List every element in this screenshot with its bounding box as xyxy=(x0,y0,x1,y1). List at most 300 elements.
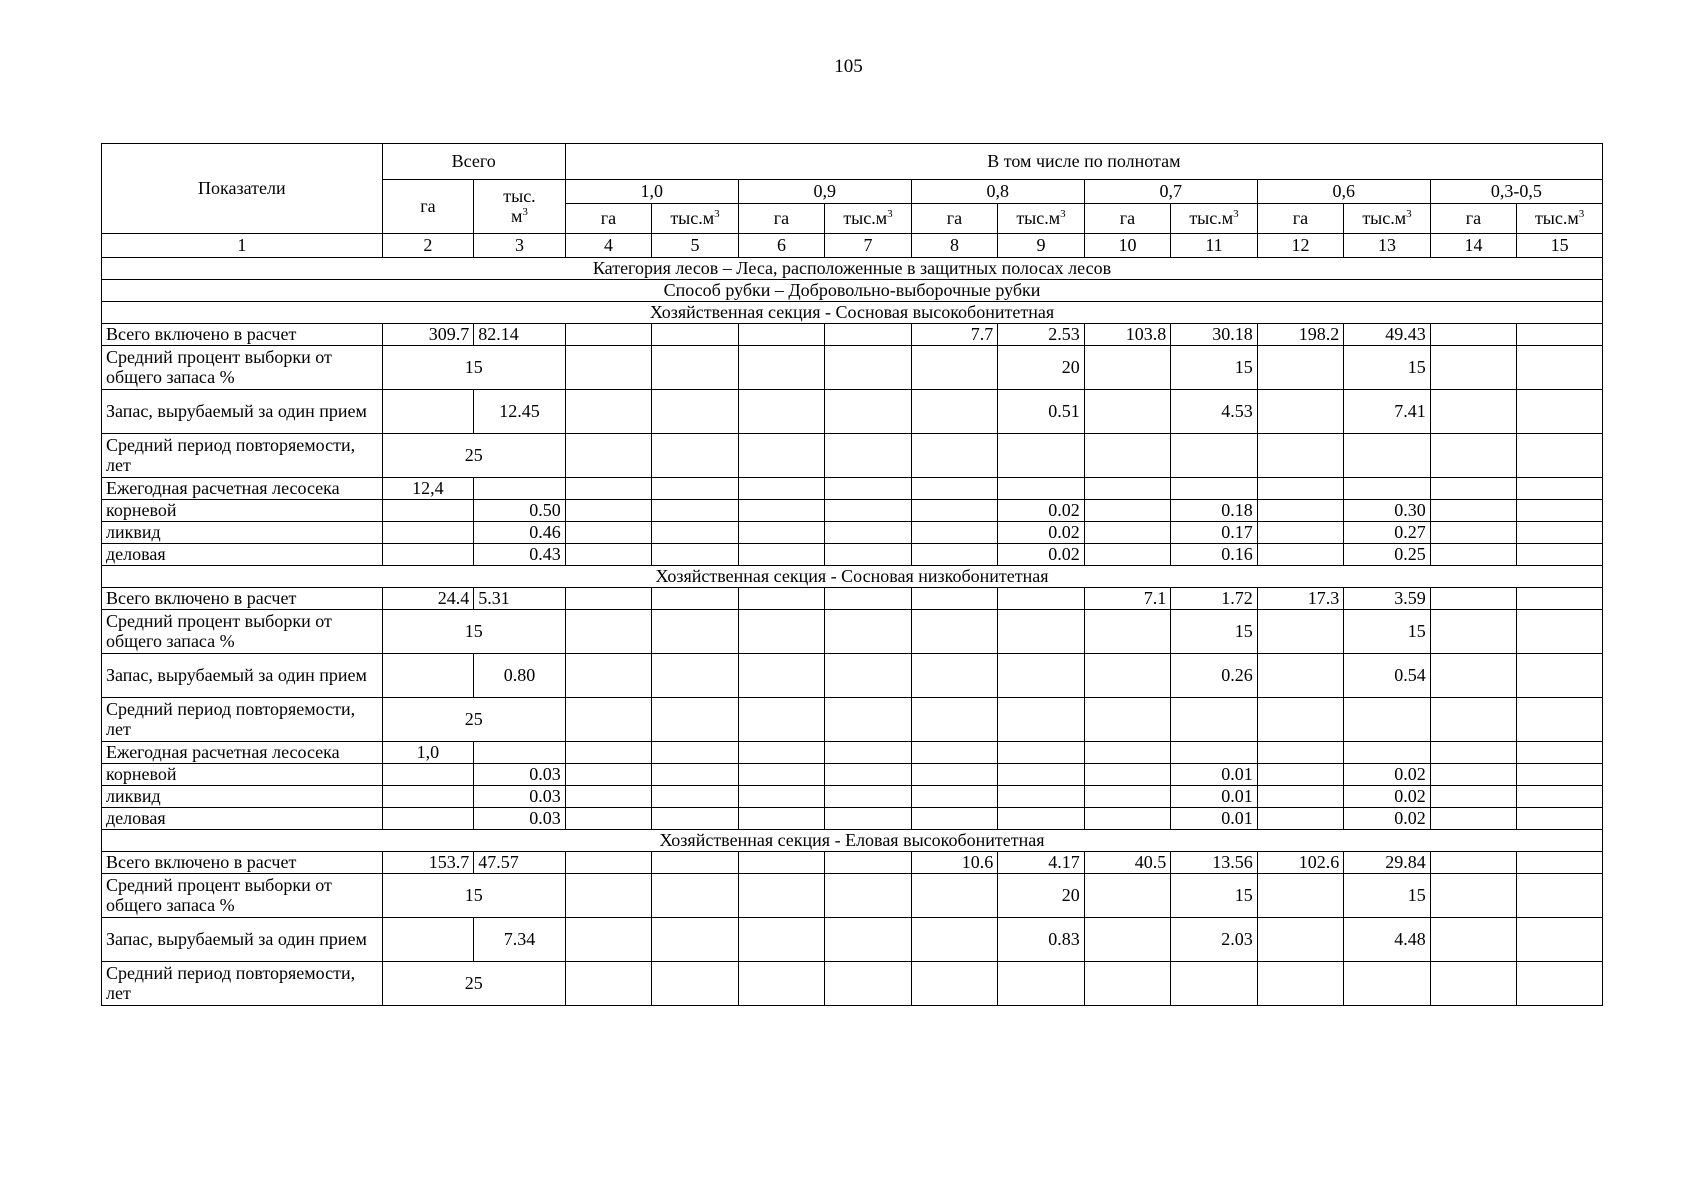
table-cell xyxy=(738,500,825,522)
table-cell: 3.59 xyxy=(1344,588,1431,610)
section-heading: Способ рубки – Добровольно-выборочные рубки xyxy=(102,280,1603,302)
table-cell xyxy=(825,434,912,478)
table-cell xyxy=(911,610,998,654)
period-row xyxy=(102,698,1603,742)
table-cell xyxy=(1344,434,1431,478)
table-cell: 30.18 xyxy=(1171,324,1258,346)
table-cell xyxy=(911,962,998,1006)
table-cell: 0.30 xyxy=(1344,500,1431,522)
table-cell xyxy=(565,786,652,808)
table-cell xyxy=(1517,654,1603,698)
table-cell xyxy=(1084,786,1171,808)
table-cell xyxy=(911,918,998,962)
table-cell: 0.03 xyxy=(474,808,566,830)
table-cell: 0.16 xyxy=(1171,544,1258,566)
section-heading: Хозяйственная секция - Еловая высокобонитетная xyxy=(102,830,1603,852)
table-cell: 40.5 xyxy=(1084,852,1171,874)
table-cell xyxy=(825,544,912,566)
row-label: Ежегодная расчетная лесосека xyxy=(102,478,383,500)
table-cell: 1.72 xyxy=(1171,588,1258,610)
table-cell xyxy=(1430,962,1517,1006)
table-cell xyxy=(911,500,998,522)
table-cell: 15 xyxy=(1344,346,1431,390)
table-cell xyxy=(1430,654,1517,698)
section-heading-row xyxy=(102,830,1603,852)
table-cell xyxy=(738,918,825,962)
table-cell xyxy=(1084,434,1171,478)
table-cell xyxy=(652,764,739,786)
table-cell xyxy=(565,478,652,500)
table-cell: 153.7 xyxy=(382,852,474,874)
table-cell xyxy=(652,434,739,478)
table-cell xyxy=(1084,544,1171,566)
table-cell: 0.25 xyxy=(1344,544,1431,566)
total-row xyxy=(102,324,1603,346)
table-cell xyxy=(565,918,652,962)
table-cell: 0.54 xyxy=(1344,654,1431,698)
table-cell xyxy=(1517,852,1603,874)
period-row xyxy=(102,962,1603,1006)
table-cell xyxy=(825,742,912,764)
table-cell xyxy=(998,698,1085,742)
table-cell xyxy=(652,390,739,434)
header-total: Всего xyxy=(382,144,565,180)
table-cell xyxy=(652,588,739,610)
total-row xyxy=(102,852,1603,874)
table-cell xyxy=(1257,654,1344,698)
table-cell xyxy=(1517,522,1603,544)
unit-ha: га xyxy=(1084,204,1171,234)
table-cell xyxy=(1517,346,1603,390)
table-cell xyxy=(1257,786,1344,808)
table-cell: 0.51 xyxy=(998,390,1085,434)
table-cell xyxy=(738,346,825,390)
unit-thous-m3: $тыс.м^3$ xyxy=(1517,204,1603,234)
table-cell: 0.01 xyxy=(1171,808,1258,830)
density-0-7: 0,7 xyxy=(1084,180,1257,204)
table-cell xyxy=(1257,610,1344,654)
table-cell xyxy=(1171,962,1258,1006)
table-cell xyxy=(738,610,825,654)
column-number: 7 xyxy=(825,234,912,258)
table-cell xyxy=(998,786,1085,808)
table-cell xyxy=(1430,786,1517,808)
table-cell xyxy=(1084,522,1171,544)
table-cell xyxy=(825,698,912,742)
table-cell xyxy=(652,874,739,918)
unit-thous-m3: $тыс.м^3$ xyxy=(652,204,739,234)
table-cell xyxy=(565,874,652,918)
table-cell xyxy=(825,522,912,544)
table-cell xyxy=(565,852,652,874)
section-heading-row xyxy=(102,302,1603,324)
table-cell: 29.84 xyxy=(1344,852,1431,874)
sub-row xyxy=(102,786,1603,808)
table-cell xyxy=(825,610,912,654)
table-cell xyxy=(825,654,912,698)
row-label: ликвид xyxy=(102,786,383,808)
table-cell xyxy=(652,808,739,830)
percent-row xyxy=(102,346,1603,390)
sub-row xyxy=(102,500,1603,522)
density-0-3-0-5: 0,3-0,5 xyxy=(1430,180,1602,204)
table-cell: 15 xyxy=(382,610,565,654)
table-cell xyxy=(738,764,825,786)
table-cell xyxy=(1517,808,1603,830)
table-cell: 4.53 xyxy=(1171,390,1258,434)
table-cell xyxy=(911,808,998,830)
table-cell xyxy=(1344,698,1431,742)
table-cell xyxy=(1084,918,1171,962)
row-label: Запас, вырубаемый за один прием xyxy=(102,390,383,434)
row-label: Средний период повторяемости, лет xyxy=(102,962,383,1006)
table-cell xyxy=(1430,324,1517,346)
table-cell xyxy=(1517,918,1603,962)
table-cell xyxy=(911,478,998,500)
table-cell xyxy=(1257,346,1344,390)
table-cell: 7.34 xyxy=(474,918,566,962)
table-cell: 15 xyxy=(1171,874,1258,918)
table-cell: 15 xyxy=(1171,610,1258,654)
table-cell xyxy=(911,654,998,698)
column-number: 4 xyxy=(565,234,652,258)
table-cell: 7.7 xyxy=(911,324,998,346)
table-cell xyxy=(1084,764,1171,786)
table-cell xyxy=(1430,390,1517,434)
table-cell xyxy=(738,522,825,544)
table-cell: 0.03 xyxy=(474,764,566,786)
table-cell xyxy=(1257,764,1344,786)
table-cell xyxy=(1517,390,1603,434)
table-cell xyxy=(565,544,652,566)
page-number: 105 xyxy=(834,56,863,77)
header-by-density: В том числе по полнотам xyxy=(565,144,1602,180)
table-cell xyxy=(738,588,825,610)
table-cell: 0.43 xyxy=(474,544,566,566)
table-cell xyxy=(1430,874,1517,918)
stock-row xyxy=(102,918,1603,962)
table-cell: 4.17 xyxy=(998,852,1085,874)
table-cell: 47.57 xyxy=(474,852,566,874)
table-cell xyxy=(738,324,825,346)
table-cell: 0.02 xyxy=(998,522,1085,544)
table-cell: 309.7 xyxy=(382,324,474,346)
table-body xyxy=(102,144,1603,1006)
table-cell xyxy=(1084,346,1171,390)
row-label: Всего включено в расчет xyxy=(102,588,383,610)
table-cell xyxy=(1171,478,1258,500)
table-cell xyxy=(565,742,652,764)
table-cell xyxy=(825,808,912,830)
column-number: 2 xyxy=(382,234,474,258)
table-cell xyxy=(1517,786,1603,808)
column-number: 12 xyxy=(1257,234,1344,258)
table-cell xyxy=(1084,962,1171,1006)
table-cell xyxy=(652,654,739,698)
table-cell: 2.03 xyxy=(1171,918,1258,962)
section-heading-row xyxy=(102,280,1603,302)
table-cell xyxy=(825,852,912,874)
table-cell xyxy=(652,544,739,566)
table-cell xyxy=(1257,698,1344,742)
table-cell xyxy=(1430,610,1517,654)
table-cell xyxy=(382,654,474,698)
column-number: 13 xyxy=(1344,234,1431,258)
header-row-1 xyxy=(102,144,1603,180)
table-cell xyxy=(1430,478,1517,500)
table-cell xyxy=(652,742,739,764)
table-cell: 102.6 xyxy=(1257,852,1344,874)
table-cell xyxy=(565,962,652,1006)
table-cell xyxy=(1257,874,1344,918)
unit-ha: га xyxy=(1430,204,1517,234)
table-cell: 25 xyxy=(382,434,565,478)
table-cell: 0.01 xyxy=(1171,786,1258,808)
row-label: Запас, вырубаемый за один прием xyxy=(102,918,383,962)
table-cell xyxy=(652,610,739,654)
row-label: Всего включено в расчет xyxy=(102,324,383,346)
table-cell xyxy=(1430,500,1517,522)
table-cell xyxy=(998,962,1085,1006)
table-cell xyxy=(1344,962,1431,1006)
table-cell xyxy=(1257,962,1344,1006)
table-cell xyxy=(911,522,998,544)
table-cell: 15 xyxy=(382,874,565,918)
table-cell xyxy=(1430,544,1517,566)
column-number: 1 xyxy=(102,234,383,258)
column-number: 11 xyxy=(1171,234,1258,258)
annual-row xyxy=(102,478,1603,500)
table-cell xyxy=(738,434,825,478)
table-cell: 17.3 xyxy=(1257,588,1344,610)
table-cell xyxy=(911,434,998,478)
header-row-numbers xyxy=(102,234,1603,258)
row-label: деловая xyxy=(102,544,383,566)
table-cell xyxy=(565,324,652,346)
table-cell xyxy=(1517,962,1603,1006)
table-cell xyxy=(911,874,998,918)
table-cell: 20 xyxy=(998,346,1085,390)
row-label: деловая xyxy=(102,808,383,830)
table-cell xyxy=(382,764,474,786)
table-cell: 0.26 xyxy=(1171,654,1258,698)
table-cell: 0.01 xyxy=(1171,764,1258,786)
table-cell xyxy=(1171,698,1258,742)
table-cell: 12.45 xyxy=(474,390,566,434)
table-cell xyxy=(1517,610,1603,654)
table-cell: 13.56 xyxy=(1171,852,1258,874)
table-cell: 15 xyxy=(1171,346,1258,390)
table-cell: 0.02 xyxy=(1344,764,1431,786)
table-cell xyxy=(998,434,1085,478)
table-cell xyxy=(738,962,825,1006)
table-cell xyxy=(1430,346,1517,390)
table-cell xyxy=(1517,434,1603,478)
sub-row xyxy=(102,544,1603,566)
table-cell: 0.02 xyxy=(1344,786,1431,808)
table-cell: 0.83 xyxy=(998,918,1085,962)
table-cell: 15 xyxy=(1344,874,1431,918)
table-cell xyxy=(911,346,998,390)
table-cell xyxy=(652,500,739,522)
table-cell xyxy=(1084,500,1171,522)
table-cell: 0.80 xyxy=(474,654,566,698)
table-cell xyxy=(1517,478,1603,500)
table-cell xyxy=(825,786,912,808)
section-heading: Хозяйственная секция - Сосновая высокобонитетная xyxy=(102,302,1603,324)
table-cell: 25 xyxy=(382,698,565,742)
unit-thous-m3: $тыс.м^3$ xyxy=(998,204,1085,234)
row-label: Запас, вырубаемый за один прием xyxy=(102,654,383,698)
calculation-table xyxy=(101,143,1603,1006)
table-cell xyxy=(1517,544,1603,566)
column-number: 15 xyxy=(1517,234,1603,258)
unit-thous-m3: $тыс.м^3$ xyxy=(825,204,912,234)
table-cell xyxy=(911,588,998,610)
period-row xyxy=(102,434,1603,478)
table-cell xyxy=(1257,742,1344,764)
unit-ha: га xyxy=(738,204,825,234)
table-cell xyxy=(998,478,1085,500)
table-cell xyxy=(382,786,474,808)
table-cell xyxy=(738,390,825,434)
table-cell xyxy=(382,522,474,544)
table-cell: 0.02 xyxy=(998,500,1085,522)
table-cell xyxy=(1517,500,1603,522)
table-cell xyxy=(825,324,912,346)
column-number: 5 xyxy=(652,234,739,258)
table-cell xyxy=(1257,522,1344,544)
row-label: Всего включено в расчет xyxy=(102,852,383,874)
table-cell xyxy=(1171,742,1258,764)
table-cell xyxy=(382,500,474,522)
table-cell xyxy=(565,500,652,522)
table-cell xyxy=(825,962,912,1006)
unit-ha: га xyxy=(911,204,998,234)
table-cell: 49.43 xyxy=(1344,324,1431,346)
table-cell xyxy=(565,346,652,390)
table-cell xyxy=(565,654,652,698)
table-cell: 0.18 xyxy=(1171,500,1258,522)
table-cell xyxy=(1257,500,1344,522)
table-cell xyxy=(998,610,1085,654)
table-cell: 1,0 xyxy=(382,742,474,764)
table-cell xyxy=(825,478,912,500)
stock-row xyxy=(102,654,1603,698)
table-cell xyxy=(474,478,566,500)
table-cell xyxy=(738,874,825,918)
table-cell xyxy=(565,764,652,786)
table-cell xyxy=(825,764,912,786)
table-cell xyxy=(1257,918,1344,962)
table-cell xyxy=(911,544,998,566)
table-cell xyxy=(911,390,998,434)
row-label: корневой xyxy=(102,764,383,786)
row-label: Ежегодная расчетная лесосека xyxy=(102,742,383,764)
table-cell xyxy=(738,654,825,698)
row-label: ликвид xyxy=(102,522,383,544)
table-cell xyxy=(1344,742,1431,764)
table-cell xyxy=(825,390,912,434)
total-row xyxy=(102,588,1603,610)
table-cell xyxy=(1430,742,1517,764)
table-cell: 0.02 xyxy=(1344,808,1431,830)
table-cell xyxy=(652,852,739,874)
table-cell: 7.41 xyxy=(1344,390,1431,434)
table-cell: 82.14 xyxy=(474,324,566,346)
table-cell xyxy=(1430,808,1517,830)
table-cell xyxy=(738,852,825,874)
table-cell xyxy=(652,324,739,346)
table-cell: 15 xyxy=(1344,610,1431,654)
section-heading-row xyxy=(102,258,1603,280)
table-cell xyxy=(652,522,739,544)
header-total-m3: тыс. $м^3$ xyxy=(474,180,566,234)
table-cell xyxy=(911,764,998,786)
table-cell xyxy=(382,390,474,434)
sub-row xyxy=(102,764,1603,786)
table-cell: 0.46 xyxy=(474,522,566,544)
table-cell xyxy=(652,478,739,500)
percent-row xyxy=(102,874,1603,918)
table-cell xyxy=(565,808,652,830)
table-cell xyxy=(1517,874,1603,918)
table-cell xyxy=(565,434,652,478)
table-cell xyxy=(825,500,912,522)
table-cell xyxy=(1084,654,1171,698)
table-cell xyxy=(1430,522,1517,544)
stock-row xyxy=(102,390,1603,434)
table-cell xyxy=(1084,874,1171,918)
section-heading: Хозяйственная секция - Сосновая низкобонитетная xyxy=(102,566,1603,588)
table-cell xyxy=(998,588,1085,610)
sub-row xyxy=(102,808,1603,830)
table-cell xyxy=(1430,918,1517,962)
row-label: Средний процент выборки от общего запаса % xyxy=(102,610,383,654)
table-cell xyxy=(1084,478,1171,500)
table-cell xyxy=(1517,764,1603,786)
column-number: 8 xyxy=(911,234,998,258)
percent-row xyxy=(102,610,1603,654)
table-cell: 5.31 xyxy=(474,588,566,610)
table-cell xyxy=(1344,478,1431,500)
table-cell xyxy=(1257,434,1344,478)
table-cell xyxy=(382,544,474,566)
table-cell xyxy=(1430,852,1517,874)
table-cell xyxy=(998,654,1085,698)
table-cell xyxy=(911,742,998,764)
unit-ha: га xyxy=(565,204,652,234)
table-cell: 0.03 xyxy=(474,786,566,808)
table-cell: 103.8 xyxy=(1084,324,1171,346)
table-cell: 20 xyxy=(998,874,1085,918)
row-label: Средний процент выборки от общего запаса % xyxy=(102,874,383,918)
column-number: 14 xyxy=(1430,234,1517,258)
table-cell xyxy=(738,698,825,742)
table-cell xyxy=(1430,764,1517,786)
table-cell: 7.1 xyxy=(1084,588,1171,610)
table-cell xyxy=(565,588,652,610)
column-number: 9 xyxy=(998,234,1085,258)
table-cell xyxy=(1430,588,1517,610)
table-cell xyxy=(565,698,652,742)
table-cell xyxy=(1257,544,1344,566)
table-cell: 198.2 xyxy=(1257,324,1344,346)
unit-thous-m3: $тыс.м^3$ xyxy=(1171,204,1258,234)
header-total-ha: га xyxy=(382,180,474,234)
table-cell xyxy=(738,808,825,830)
table-cell: 25 xyxy=(382,962,565,1006)
